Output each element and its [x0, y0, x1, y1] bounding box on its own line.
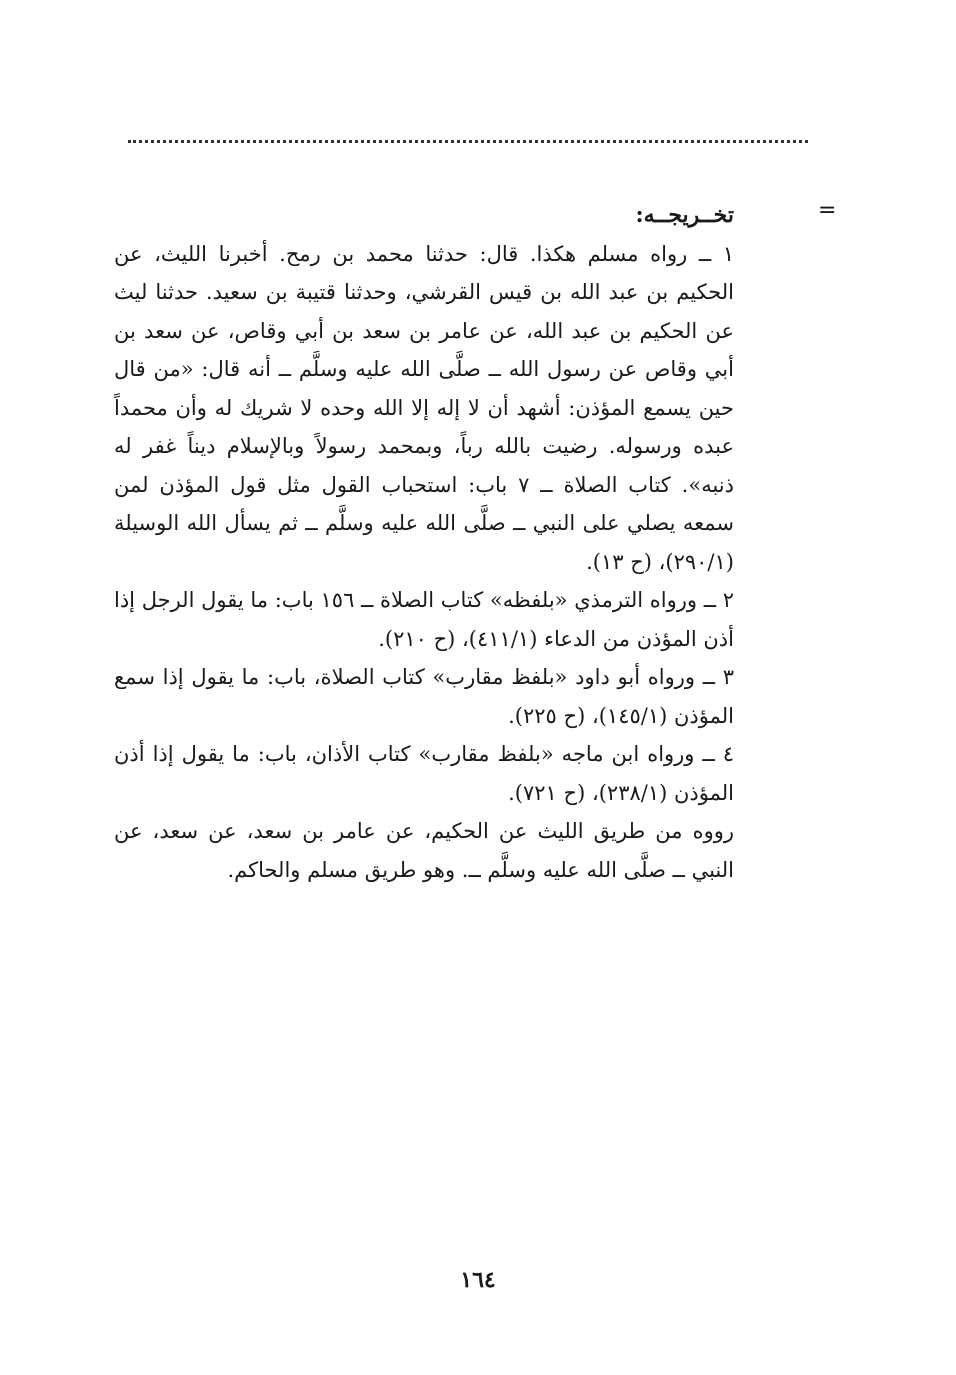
paragraph-tirmidhi: ٢ ــ ورواه الترمذي «بلفظه» كتاب الصلاة ــ ١٥٦ باب: ما يقول الرجل إذا أذن المؤذن من الدعاء (٤١١/١)، (ح ٢١٠). [114, 588, 735, 651]
dotted-separator [128, 140, 808, 143]
takhrij-section [114, 196, 734, 889]
paragraph-ibn-majah: ٤ ــ ورواه ابن ماجه «بلفظ مقارب» كتاب الأذان، باب: ما يقول إذا أذن المؤذن (٢٣٨/١)، (ح ٧٢١). [114, 742, 734, 805]
page-number: ١٦٤ [460, 1267, 496, 1293]
paragraph-muslim: ١ ــ رواه مسلم هكذا. قال: حدثنا محمد بن رمح. أخبرنا الليث، عن الحكيم بن عبد الله بن قيس القرشي، وحدثنا قتيبة بن سعيد. حدثنا ليث عن الحكيم بن عبد الله، عن عامر بن سعد بن أبي وقاص، عن سعد بن أبي وقاص عن رسول الله ــ صلَّى الله عليه وسلَّم ــ أنه قال: «من قال حين يسمع المؤذن: أشهد أن لا إله إلا الله وحده لا شريك له وأن محمداً عبده ورسوله. رضيت بالله رباً، وبمحمد رسولاً وبالإسلام ديناً غفر له ذنبه». كتاب الصلاة ــ ٧ باب: استحباب القول مثل قول المؤذن لمن سمعه يصلي على النبي ــ صلَّى الله عليه وسلَّم ــ ثم يسأل الله الوسيلة (٢٩٠/١)، (ح ١٣). [114, 241, 734, 574]
paragraph-summary: رووه من طريق الليث عن الحكيم، عن عامر بن سعد، عن سعد، عن النبي ــ صلَّى الله عليه وسلَّم ــ. وهو طريق مسلم والحاكم. [114, 819, 734, 882]
paragraph-abu-dawud: ٣ ــ ورواه أبو داود «بلفظ مقارب» كتاب الصلاة، باب: ما يقول إذا سمع المؤذن (١٤٥/١)، (ح ٢٢٥). [114, 665, 734, 728]
continuation-mark: = [818, 198, 837, 223]
section-heading: تخــريجــه: [635, 202, 734, 228]
